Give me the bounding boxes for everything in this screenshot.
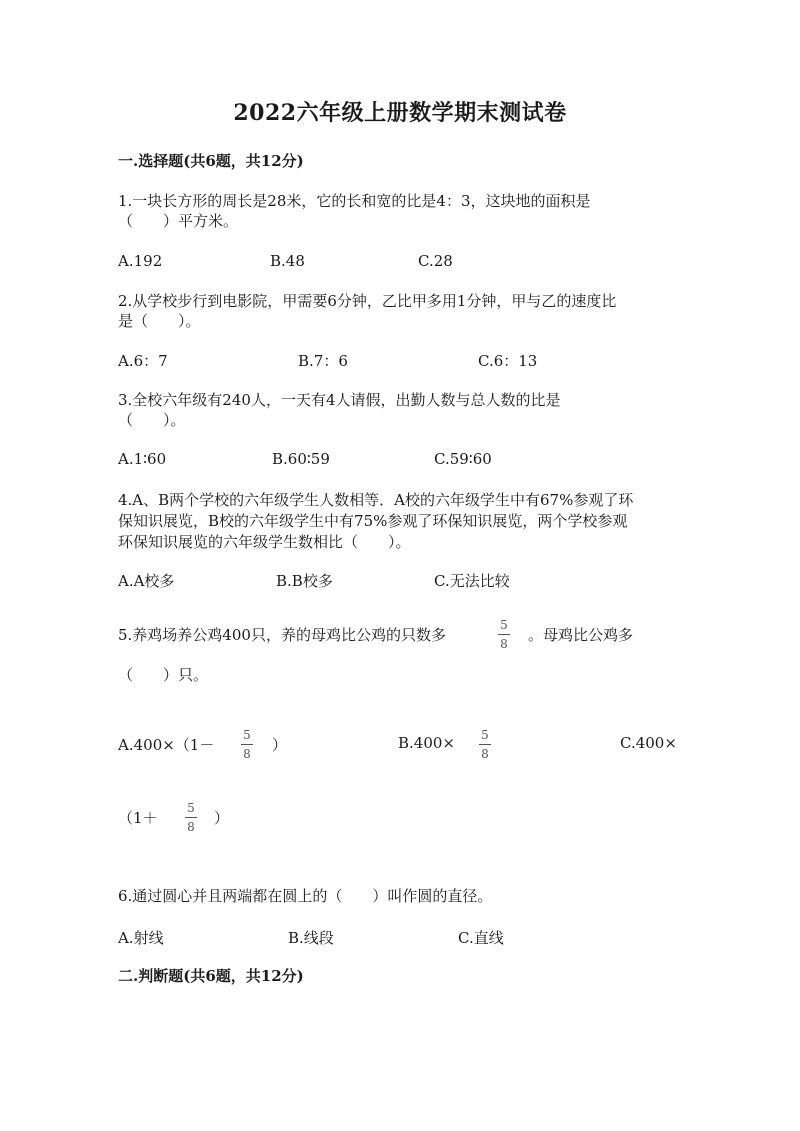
question-1-option-a: A.192 [118, 252, 163, 270]
question-5-option-c-text: C.400× [620, 734, 677, 752]
question-1-option-b: B.48 [270, 252, 305, 270]
fraction-bar [241, 744, 253, 745]
question-2-option-a: A.6：7 [118, 352, 168, 370]
question-5-option-a-text: A.400×（1－ [118, 736, 215, 754]
question-6-option-c: C.直线 [458, 929, 504, 947]
fraction-denominator: 8 [243, 747, 251, 761]
fraction-denominator: 8 [187, 820, 195, 834]
question-2-option-c: C.6：13 [478, 352, 538, 370]
question-5-line-1-end: 。母鸡比公鸡多 [528, 626, 634, 644]
question-4-option-b: B.B校多 [276, 572, 333, 590]
question-6-line-1: 6.通过圆心并且两端都在圆上的（ ）叫作圆的直径。 [118, 887, 493, 905]
question-3-line-1: 3.全校六年级有240人，一天有4人请假，出勤人数与总人数的比是 [118, 391, 561, 409]
question-4-line-2: 保知识展览，B校的六年级学生中有75%参观了环保知识展览，两个学校参观 [118, 512, 628, 530]
fraction-numerator: 5 [481, 728, 489, 742]
question-1-line-2: （ ）平方米。 [118, 212, 239, 230]
question-1-line-1: 1.一块长方形的周长是28米，它的长和宽的比是4：3，这块地的面积是 [118, 192, 591, 210]
question-5-option-a-fraction [241, 728, 253, 761]
question-5-option-b-fraction [479, 728, 491, 761]
question-5-line-2: （ ）只。 [118, 666, 209, 684]
question-3-line-2: （ ）。 [118, 411, 186, 429]
question-4-line-3: 环保知识展览的六年级学生数相比（ ）。 [118, 533, 411, 551]
question-5-option-c-close: ） [214, 809, 230, 827]
fraction-denominator: 8 [500, 637, 508, 651]
section-heading-choice: 一.选择题(共6题，共12分) [118, 152, 304, 170]
fraction-numerator: 5 [243, 728, 251, 742]
question-4-option-c: C.无法比较 [434, 572, 510, 590]
fraction-numerator: 5 [187, 801, 195, 815]
question-5-option-b-text: B.400× [398, 734, 455, 752]
question-3-option-a: A.1∶60 [118, 450, 167, 468]
question-4-option-a: A.A校多 [118, 572, 175, 590]
question-5-option-c-continued: （1＋ [118, 809, 158, 827]
question-1-option-c: C.28 [418, 252, 453, 270]
fraction-five-eighths [498, 618, 510, 651]
question-4-line-1: 4.A、B两个学校的六年级学生人数相等．A校的六年级学生中有67%参观了环 [118, 491, 634, 509]
question-6-option-b: B.线段 [288, 929, 334, 947]
section-heading-judgement: 二.判断题(共6题，共12分) [118, 967, 304, 985]
question-3-option-c: C.59∶60 [434, 450, 492, 468]
question-2-line-2: 是（ ）。 [118, 312, 201, 330]
page-title: 2022六年级上册数学期末测试卷 [233, 100, 567, 126]
question-2-line-1: 2.从学校步行到电影院，甲需要6分钟，乙比甲多用1分钟，甲与乙的速度比 [118, 292, 617, 310]
fraction-bar [498, 634, 510, 635]
question-3-option-b: B.60∶59 [272, 450, 330, 468]
fraction-bar [185, 817, 197, 818]
fraction-denominator: 8 [481, 747, 489, 761]
fraction-numerator: 5 [500, 618, 508, 632]
question-5-option-a-close: ） [272, 736, 288, 754]
question-5-line-1-start: 5.养鸡场养公鸡400只，养的母鸡比公鸡的只数多 [118, 626, 446, 644]
question-6-option-a: A.射线 [118, 929, 164, 947]
question-5-option-c-fraction [185, 801, 197, 834]
fraction-bar [479, 744, 491, 745]
question-2-option-b: B.7：6 [298, 352, 348, 370]
